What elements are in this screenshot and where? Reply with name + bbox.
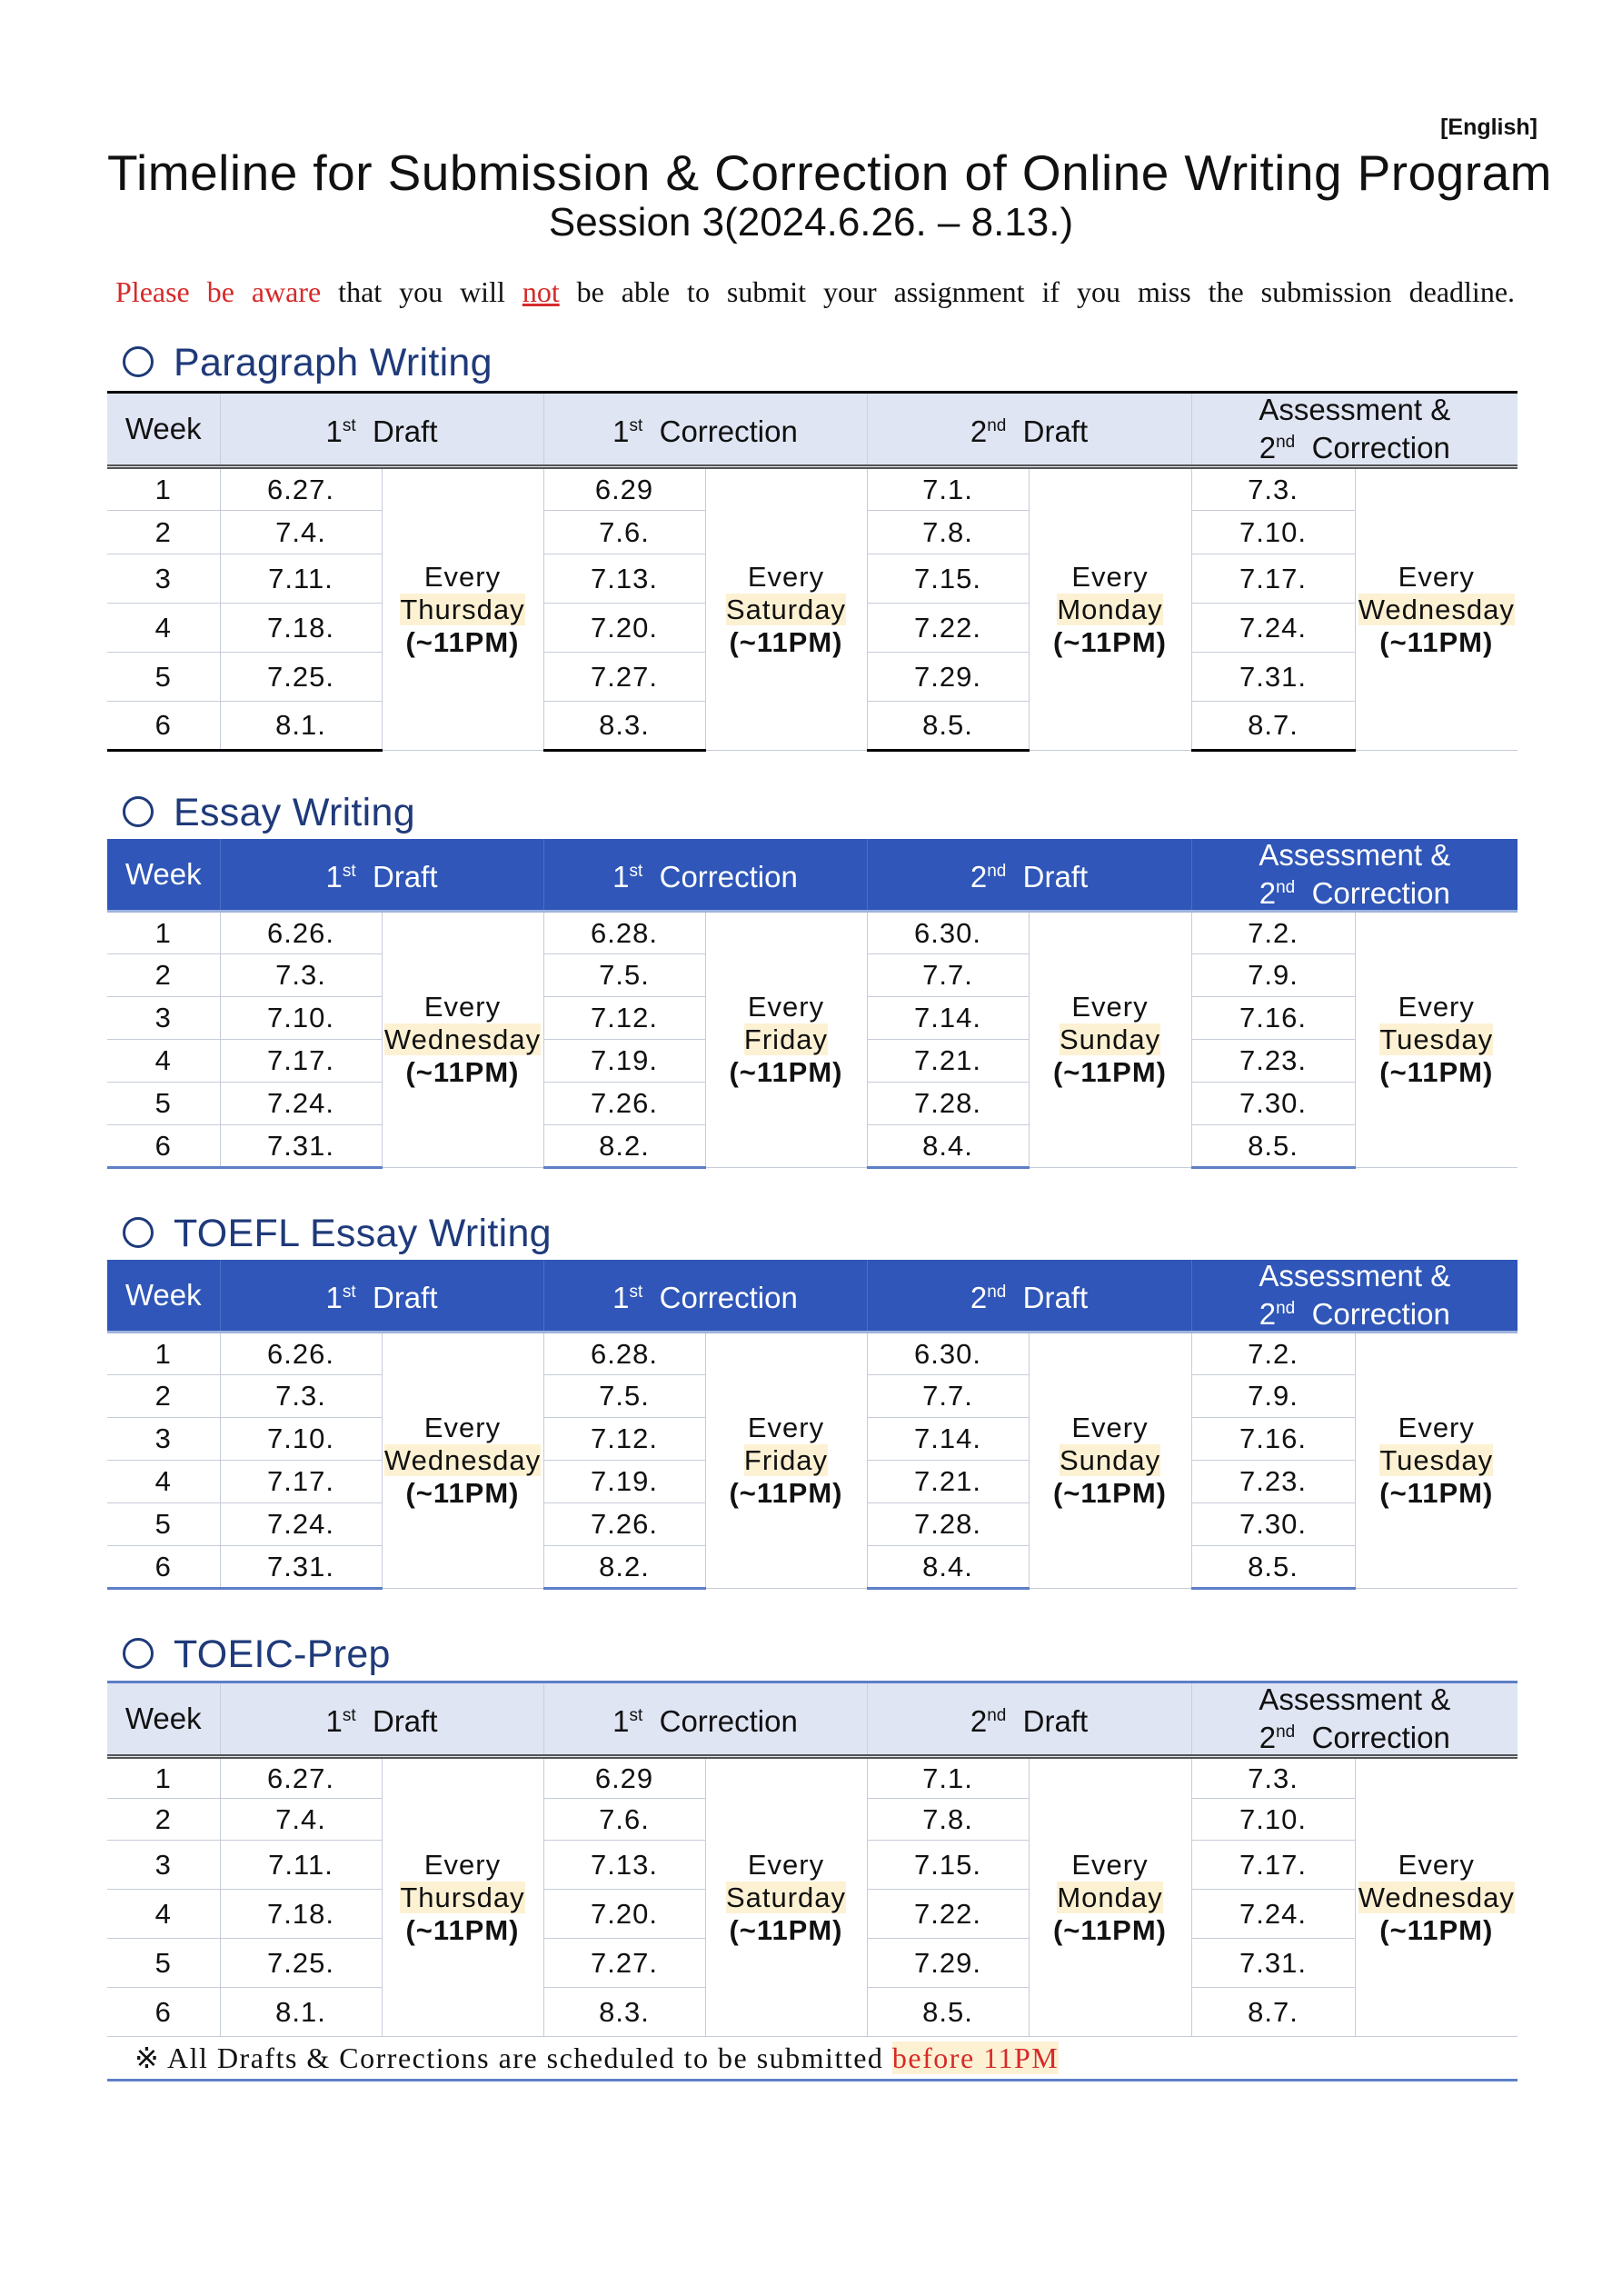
table-header-row <box>107 1682 1518 1757</box>
deadline-day-cell <box>1355 1757 1518 2037</box>
date-cell: 7.10. <box>220 997 382 1040</box>
week-number: 2 <box>107 511 220 554</box>
time-label: (~11PM) <box>1052 1056 1168 1088</box>
footnote-text: ※ All Drafts & Corrections are scheduled to be submitted <box>134 2041 892 2074</box>
deadline-day-cell <box>1029 1757 1191 2037</box>
date-cell: 7.3. <box>220 1375 382 1418</box>
section-title-toeic <box>123 1632 391 1677</box>
date-cell: 7.31. <box>1191 653 1355 702</box>
date-cell: 7.4. <box>220 1799 382 1841</box>
col-first-draft: 1st Draft <box>220 393 543 467</box>
every-label: Every <box>1398 560 1475 593</box>
col-assessment: Assessment & 2nd Correction <box>1191 839 1518 912</box>
date-cell: 7.12. <box>543 1418 705 1461</box>
weekday-label: Sunday <box>1059 1444 1161 1476</box>
date-cell: 7.2. <box>1191 912 1355 954</box>
circle-bullet-icon <box>123 1638 154 1669</box>
date-cell: 7.3. <box>1191 1757 1355 1799</box>
week-number: 4 <box>107 1890 220 1939</box>
date-cell: 7.17. <box>1191 1841 1355 1890</box>
weekday-label: Friday <box>743 1444 829 1476</box>
date-cell: 7.24. <box>220 1083 382 1125</box>
weekday-label: Thursday <box>400 1881 525 1913</box>
every-label: Every <box>1071 991 1149 1023</box>
weekday-label: Monday <box>1057 1881 1163 1913</box>
week-number: 2 <box>107 954 220 997</box>
col-week: Week <box>107 393 220 467</box>
deadline-day-cell <box>382 912 543 1168</box>
notice-warning: Please be aware <box>115 275 322 308</box>
deadline-day-cell <box>1355 912 1518 1168</box>
date-cell: 7.15. <box>867 1841 1029 1890</box>
notice-text: that you will <box>321 275 522 308</box>
weekday-label: Wednesday <box>383 1023 542 1055</box>
time-label: (~11PM) <box>1379 625 1494 658</box>
time-label: (~11PM) <box>1379 1477 1494 1509</box>
every-label: Every <box>423 1848 502 1881</box>
date-cell: 8.3. <box>543 1988 705 2037</box>
date-cell: 7.16. <box>1191 1418 1355 1461</box>
col-first-correction: 1st Correction <box>543 1260 867 1333</box>
date-cell: 7.11. <box>220 554 382 604</box>
date-cell: 7.5. <box>543 954 705 997</box>
week-number: 5 <box>107 1503 220 1546</box>
time-label: (~11PM) <box>1052 1477 1168 1509</box>
date-cell: 7.7. <box>867 954 1029 997</box>
table-row <box>107 1757 1518 1799</box>
date-cell: 7.17. <box>1191 554 1355 604</box>
col-week: Week <box>107 1260 220 1333</box>
page-subtitle: Session 3(2024.6.26. – 8.13.) <box>548 200 1074 245</box>
col-second-draft: 2nd Draft <box>867 839 1191 912</box>
date-cell: 7.22. <box>867 604 1029 653</box>
date-cell: 7.24. <box>1191 1890 1355 1939</box>
time-label: (~11PM) <box>1379 1056 1494 1088</box>
date-cell: 8.7. <box>1191 702 1355 751</box>
week-number: 1 <box>107 1757 220 1799</box>
date-cell: 7.2. <box>1191 1333 1355 1375</box>
week-number: 4 <box>107 1040 220 1083</box>
date-cell: 8.2. <box>543 1546 705 1589</box>
week-number: 1 <box>107 1333 220 1375</box>
week-number: 3 <box>107 1418 220 1461</box>
week-number: 5 <box>107 653 220 702</box>
date-cell: 7.17. <box>220 1461 382 1503</box>
date-cell: 7.7. <box>867 1375 1029 1418</box>
date-cell: 7.21. <box>867 1040 1029 1083</box>
week-number: 3 <box>107 1841 220 1890</box>
date-cell: 6.26. <box>220 912 382 954</box>
week-number: 4 <box>107 604 220 653</box>
week-number: 4 <box>107 1461 220 1503</box>
date-cell: 8.5. <box>867 702 1029 751</box>
date-cell: 7.27. <box>543 653 705 702</box>
col-week: Week <box>107 839 220 912</box>
date-cell: 7.1. <box>867 467 1029 511</box>
col-first-correction: 1st Correction <box>543 1682 867 1757</box>
table-row <box>107 467 1518 511</box>
schedule-table-toeic <box>107 1681 1518 2037</box>
date-cell: 7.30. <box>1191 1083 1355 1125</box>
circle-bullet-icon <box>123 796 154 827</box>
schedule-table-toefl <box>107 1260 1518 1590</box>
language-tag: [English] <box>1440 115 1537 140</box>
date-cell: 7.14. <box>867 1418 1029 1461</box>
col-second-draft: 2nd Draft <box>867 1260 1191 1333</box>
date-cell: 6.28. <box>543 912 705 954</box>
deadline-day-cell <box>1029 1333 1191 1589</box>
deadline-day-cell <box>1029 912 1191 1168</box>
notice-not: not <box>522 275 560 308</box>
date-cell: 7.21. <box>867 1461 1029 1503</box>
weekday-label: Saturday <box>725 593 847 625</box>
date-cell: 7.6. <box>543 1799 705 1841</box>
date-cell: 8.3. <box>543 702 705 751</box>
weekday-label: Tuesday <box>1379 1023 1494 1055</box>
week-number: 3 <box>107 554 220 604</box>
table-row <box>107 912 1518 954</box>
table-row <box>107 1333 1518 1375</box>
time-label: (~11PM) <box>729 625 843 658</box>
schedule-table-essay <box>107 839 1518 1169</box>
week-number: 5 <box>107 1939 220 1988</box>
time-label: (~11PM) <box>729 1477 843 1509</box>
deadline-day-cell <box>1355 467 1518 751</box>
col-first-correction: 1st Correction <box>543 839 867 912</box>
date-cell: 7.13. <box>543 554 705 604</box>
date-cell: 7.13. <box>543 1841 705 1890</box>
time-label: (~11PM) <box>405 1913 520 1946</box>
date-cell: 7.28. <box>867 1083 1029 1125</box>
date-cell: 7.16. <box>1191 997 1355 1040</box>
week-number: 3 <box>107 997 220 1040</box>
deadline-day-cell <box>705 912 867 1168</box>
time-label: (~11PM) <box>1379 1913 1494 1946</box>
date-cell: 6.30. <box>867 1333 1029 1375</box>
every-label: Every <box>423 560 502 593</box>
date-cell: 7.25. <box>220 653 382 702</box>
week-number: 2 <box>107 1375 220 1418</box>
every-label: Every <box>747 560 825 593</box>
date-cell: 8.1. <box>220 702 382 751</box>
every-label: Every <box>747 1412 825 1443</box>
date-cell: 7.5. <box>543 1375 705 1418</box>
date-cell: 7.6. <box>543 511 705 554</box>
col-first-draft: 1st Draft <box>220 1682 543 1757</box>
date-cell: 7.24. <box>220 1503 382 1546</box>
date-cell: 7.1. <box>867 1757 1029 1799</box>
date-cell: 7.9. <box>1191 954 1355 997</box>
date-cell: 7.10. <box>220 1418 382 1461</box>
week-number: 6 <box>107 1125 220 1168</box>
deadline-day-cell <box>705 467 867 751</box>
time-label: (~11PM) <box>729 1913 843 1946</box>
deadline-day-cell <box>1355 1333 1518 1589</box>
every-label: Every <box>1398 1412 1475 1443</box>
date-cell: 7.30. <box>1191 1503 1355 1546</box>
date-cell: 8.4. <box>867 1546 1029 1589</box>
date-cell: 7.11. <box>220 1841 382 1890</box>
time-label: (~11PM) <box>405 625 520 658</box>
date-cell: 7.31. <box>220 1546 382 1589</box>
date-cell: 7.31. <box>220 1125 382 1168</box>
circle-bullet-icon <box>123 1217 154 1248</box>
section-title-paragraph <box>123 341 493 385</box>
date-cell: 7.31. <box>1191 1939 1355 1988</box>
circle-bullet-icon <box>123 346 154 377</box>
week-number: 6 <box>107 702 220 751</box>
every-label: Every <box>423 1412 502 1443</box>
every-label: Every <box>1071 1412 1149 1443</box>
week-number: 6 <box>107 1546 220 1589</box>
weekday-label: Tuesday <box>1379 1444 1494 1476</box>
every-label: Every <box>1071 560 1149 593</box>
week-number: 1 <box>107 467 220 511</box>
section-title-essay <box>123 791 415 835</box>
col-first-correction: 1st Correction <box>543 393 867 467</box>
col-second-draft: 2nd Draft <box>867 1682 1191 1757</box>
deadline-day-cell <box>1029 467 1191 751</box>
date-cell: 8.5. <box>867 1988 1029 2037</box>
date-cell: 7.29. <box>867 653 1029 702</box>
time-label: (~11PM) <box>1052 625 1168 658</box>
time-label: (~11PM) <box>1052 1913 1168 1946</box>
table-header-row <box>107 839 1518 912</box>
week-number: 2 <box>107 1799 220 1841</box>
date-cell: 7.10. <box>1191 1799 1355 1841</box>
date-cell: 8.5. <box>1191 1546 1355 1589</box>
date-cell: 8.1. <box>220 1988 382 2037</box>
date-cell: 6.28. <box>543 1333 705 1375</box>
notice-text-end: be able to submit your assignment if you miss the submission deadline. <box>559 275 1516 308</box>
week-number: 1 <box>107 912 220 954</box>
date-cell: 7.12. <box>543 997 705 1040</box>
date-cell: 7.3. <box>1191 467 1355 511</box>
page-title: Timeline for Submission & Correction of Online Writing Program <box>107 145 1552 201</box>
weekday-label: Thursday <box>400 593 525 625</box>
date-cell: 8.2. <box>543 1125 705 1168</box>
date-cell: 7.17. <box>220 1040 382 1083</box>
date-cell: 6.27. <box>220 467 382 511</box>
section-title-text: Paragraph Writing <box>174 341 493 384</box>
every-label: Every <box>423 991 502 1023</box>
weekday-label: Friday <box>743 1023 829 1055</box>
date-cell: 7.22. <box>867 1890 1029 1939</box>
col-assessment: Assessment & 2nd Correction <box>1191 1260 1518 1333</box>
col-second-draft: 2nd Draft <box>867 393 1191 467</box>
section-title-text: TOEIC-Prep <box>174 1632 391 1676</box>
date-cell: 7.8. <box>867 511 1029 554</box>
date-cell: 7.26. <box>543 1503 705 1546</box>
date-cell: 6.26. <box>220 1333 382 1375</box>
date-cell: 7.23. <box>1191 1040 1355 1083</box>
section-title-toefl <box>123 1212 552 1256</box>
col-assessment: Assessment & 2nd Correction <box>1191 393 1518 467</box>
date-cell: 6.29 <box>543 467 705 511</box>
date-cell: 7.26. <box>543 1083 705 1125</box>
deadline-day-cell <box>382 1757 543 2037</box>
date-cell: 6.30. <box>867 912 1029 954</box>
every-label: Every <box>747 991 825 1023</box>
weekday-label: Monday <box>1057 593 1163 625</box>
col-week: Week <box>107 1682 220 1757</box>
schedule-table-paragraph <box>107 391 1518 752</box>
weekday-label: Wednesday <box>1358 593 1515 625</box>
deadline-day-cell <box>382 1333 543 1589</box>
table-header-row <box>107 393 1518 467</box>
col-first-draft: 1st Draft <box>220 1260 543 1333</box>
time-label: (~11PM) <box>405 1477 520 1509</box>
date-cell: 7.4. <box>220 511 382 554</box>
date-cell: 7.23. <box>1191 1461 1355 1503</box>
date-cell: 8.4. <box>867 1125 1029 1168</box>
section-title-text: TOEFL Essay Writing <box>174 1212 552 1255</box>
every-label: Every <box>1398 991 1475 1023</box>
time-label: (~11PM) <box>405 1056 520 1088</box>
time-label: (~11PM) <box>729 1056 843 1088</box>
date-cell: 7.19. <box>543 1040 705 1083</box>
date-cell: 7.18. <box>220 604 382 653</box>
table-header-row <box>107 1260 1518 1333</box>
date-cell: 8.5. <box>1191 1125 1355 1168</box>
date-cell: 7.19. <box>543 1461 705 1503</box>
date-cell: 8.7. <box>1191 1988 1355 2037</box>
every-label: Every <box>747 1848 825 1881</box>
date-cell: 7.3. <box>220 954 382 997</box>
date-cell: 7.15. <box>867 554 1029 604</box>
deadline-day-cell <box>705 1333 867 1589</box>
week-number: 5 <box>107 1083 220 1125</box>
section-title-text: Essay Writing <box>174 791 415 834</box>
date-cell: 7.14. <box>867 997 1029 1040</box>
week-number: 6 <box>107 1988 220 2037</box>
date-cell: 6.27. <box>220 1757 382 1799</box>
date-cell: 7.9. <box>1191 1375 1355 1418</box>
weekday-label: Wednesday <box>1358 1881 1515 1913</box>
date-cell: 7.18. <box>220 1890 382 1939</box>
date-cell: 7.25. <box>220 1939 382 1988</box>
col-assessment: Assessment & 2nd Correction <box>1191 1682 1518 1757</box>
date-cell: 7.10. <box>1191 511 1355 554</box>
date-cell: 7.24. <box>1191 604 1355 653</box>
deadline-notice <box>115 275 1515 309</box>
date-cell: 7.8. <box>867 1799 1029 1841</box>
col-first-draft: 1st Draft <box>220 839 543 912</box>
footnote <box>107 2036 1518 2081</box>
date-cell: 7.20. <box>543 1890 705 1939</box>
date-cell: 7.27. <box>543 1939 705 1988</box>
deadline-day-cell <box>382 467 543 751</box>
every-label: Every <box>1398 1848 1475 1881</box>
date-cell: 7.29. <box>867 1939 1029 1988</box>
date-cell: 7.28. <box>867 1503 1029 1546</box>
weekday-label: Saturday <box>725 1881 847 1913</box>
deadline-day-cell <box>705 1757 867 2037</box>
footnote-highlight: before 11PM <box>891 2041 1060 2074</box>
weekday-label: Sunday <box>1059 1023 1161 1055</box>
weekday-label: Wednesday <box>383 1444 542 1476</box>
date-cell: 6.29 <box>543 1757 705 1799</box>
every-label: Every <box>1071 1848 1149 1881</box>
date-cell: 7.20. <box>543 604 705 653</box>
